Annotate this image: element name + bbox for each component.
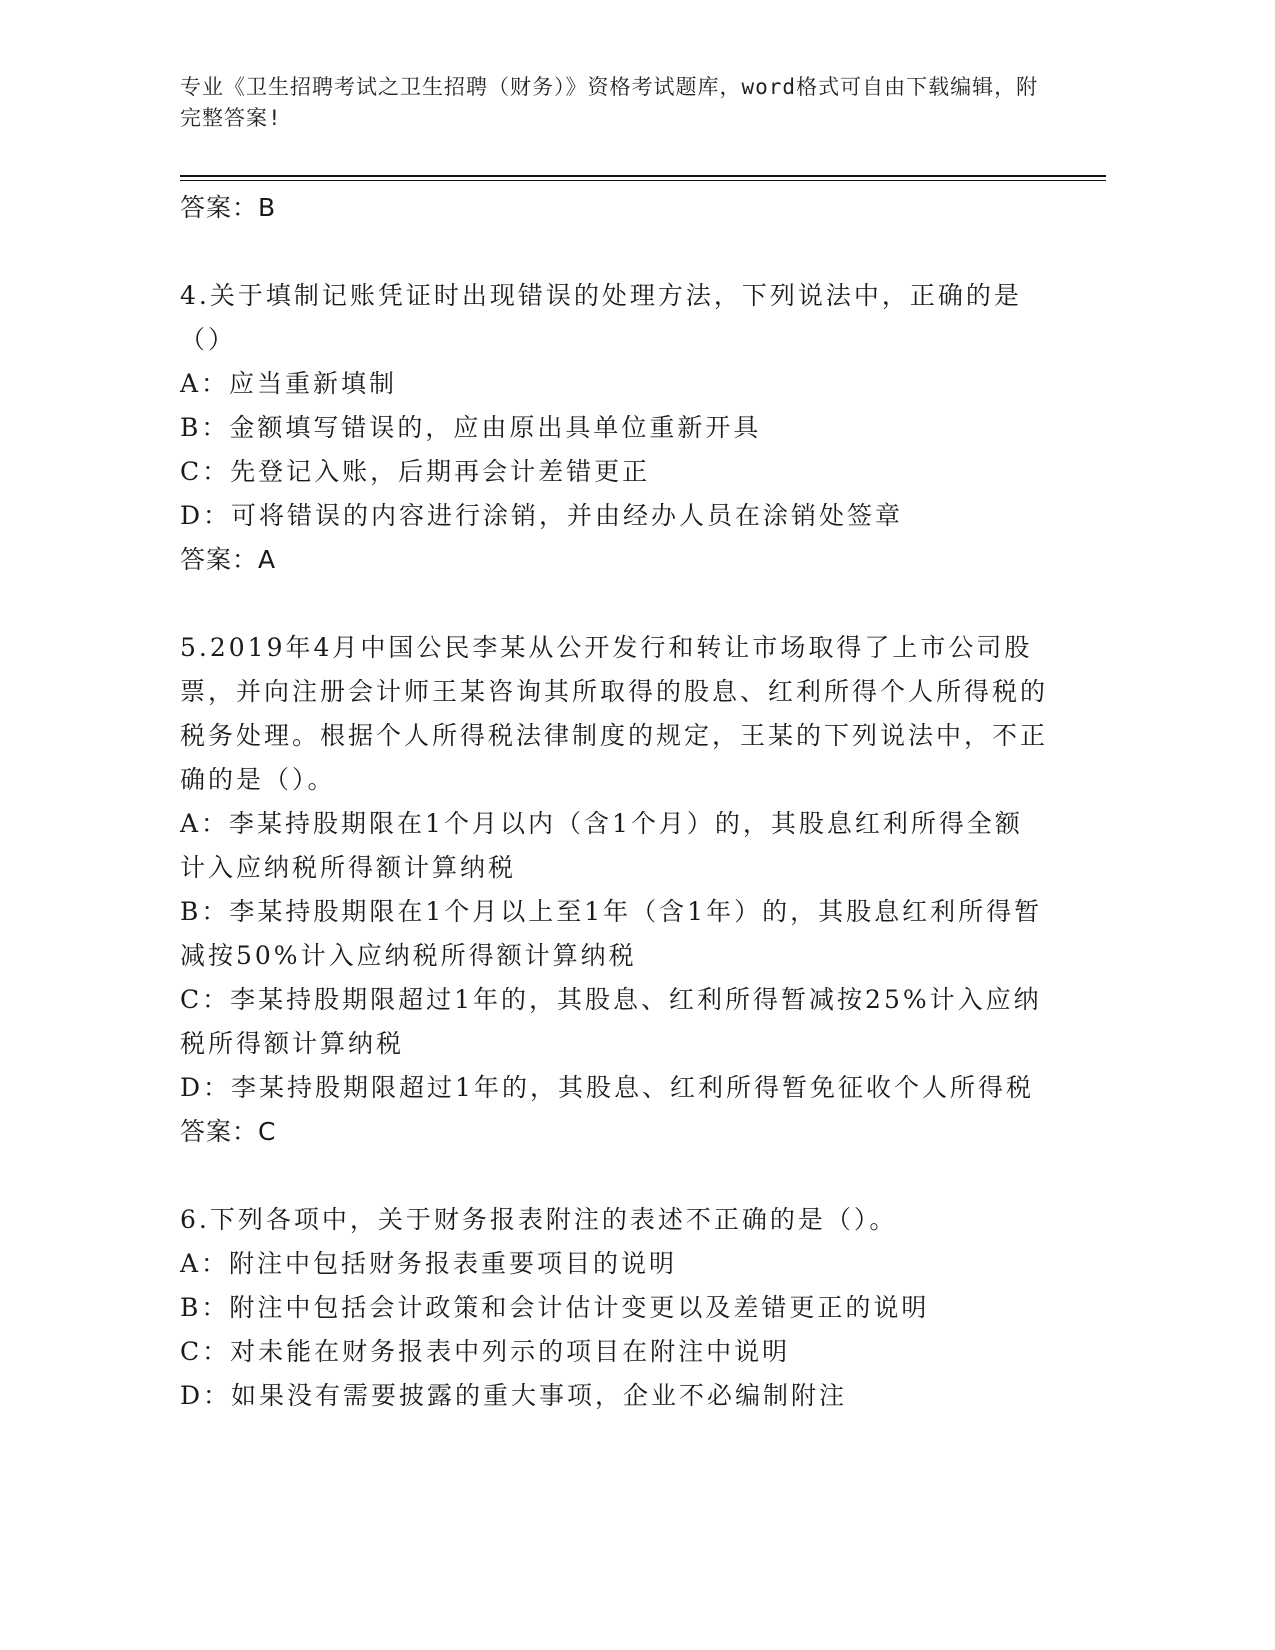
question-stem: 6.下列各项中，关于财务报表附注的表述不正确的是（）。 xyxy=(180,1205,898,1234)
option-b: B：李某持股期限在1个月以上至1年（含1年）的，其股息红利所得暂减按50%计入应纳税所得额计算纳税 xyxy=(180,897,1043,970)
question-stem: 5.2019年4月中国公民李某从公开发行和转让市场取得了上市公司股票，并向注册会计师王某咨询其所取得的股息、红利所得个人所得税的税务处理。根据个人所得税法律制度的规定，王某的下列说法中，不正确的是（）。 xyxy=(180,633,1049,794)
question-block xyxy=(180,274,1050,582)
header-text: 专业《卫生招聘考试之卫生招聘（财务）》资格考试题库，word格式可自由下载编辑，附完整答案! xyxy=(180,75,1039,130)
option-c: C：对未能在财务报表中列示的项目在附注中说明 xyxy=(180,1337,791,1366)
question-stem: 4.关于填制记账凭证时出现错误的处理方法，下列说法中，正确的是（） xyxy=(180,281,1022,354)
header-divider-thin xyxy=(180,180,1106,181)
answer-label: 答案：B xyxy=(180,193,277,222)
option-c: C：先登记入账，后期再会计差错更正 xyxy=(180,457,651,486)
header-divider xyxy=(180,175,1106,177)
spacer xyxy=(180,230,1050,274)
option-b: B：金额填写错误的，应由原出具单位重新开具 xyxy=(180,413,762,442)
option-a: A：李某持股期限在1个月以内（含1个月）的，其股息红利所得全额计入应纳税所得额计算纳税 xyxy=(180,809,1023,882)
answer-label: 答案：A xyxy=(180,545,277,574)
option-d: D：可将错误的内容进行涂销，并由经办人员在涂销处签章 xyxy=(180,501,904,530)
answer-label: 答案：C xyxy=(180,1117,277,1146)
option-c: C：李某持股期限超过1年的，其股息、红利所得暂减按25%计入应纳税所得额计算纳税 xyxy=(180,985,1042,1058)
option-d: D：如果没有需要披露的重大事项，企业不必编制附注 xyxy=(180,1381,848,1410)
question-block xyxy=(180,626,1050,1154)
question-content xyxy=(180,186,1050,1418)
option-d: D：李某持股期限超过1年的，其股息、红利所得暂免征收个人所得税 xyxy=(180,1073,1034,1102)
spacer xyxy=(180,1154,1050,1198)
option-a: A：附注中包括财务报表重要项目的说明 xyxy=(180,1249,678,1278)
option-a: A：应当重新填制 xyxy=(180,369,398,398)
option-b: B：附注中包括会计政策和会计估计变更以及差错更正的说明 xyxy=(180,1293,930,1322)
question-block xyxy=(180,1198,1050,1418)
spacer xyxy=(180,582,1050,626)
